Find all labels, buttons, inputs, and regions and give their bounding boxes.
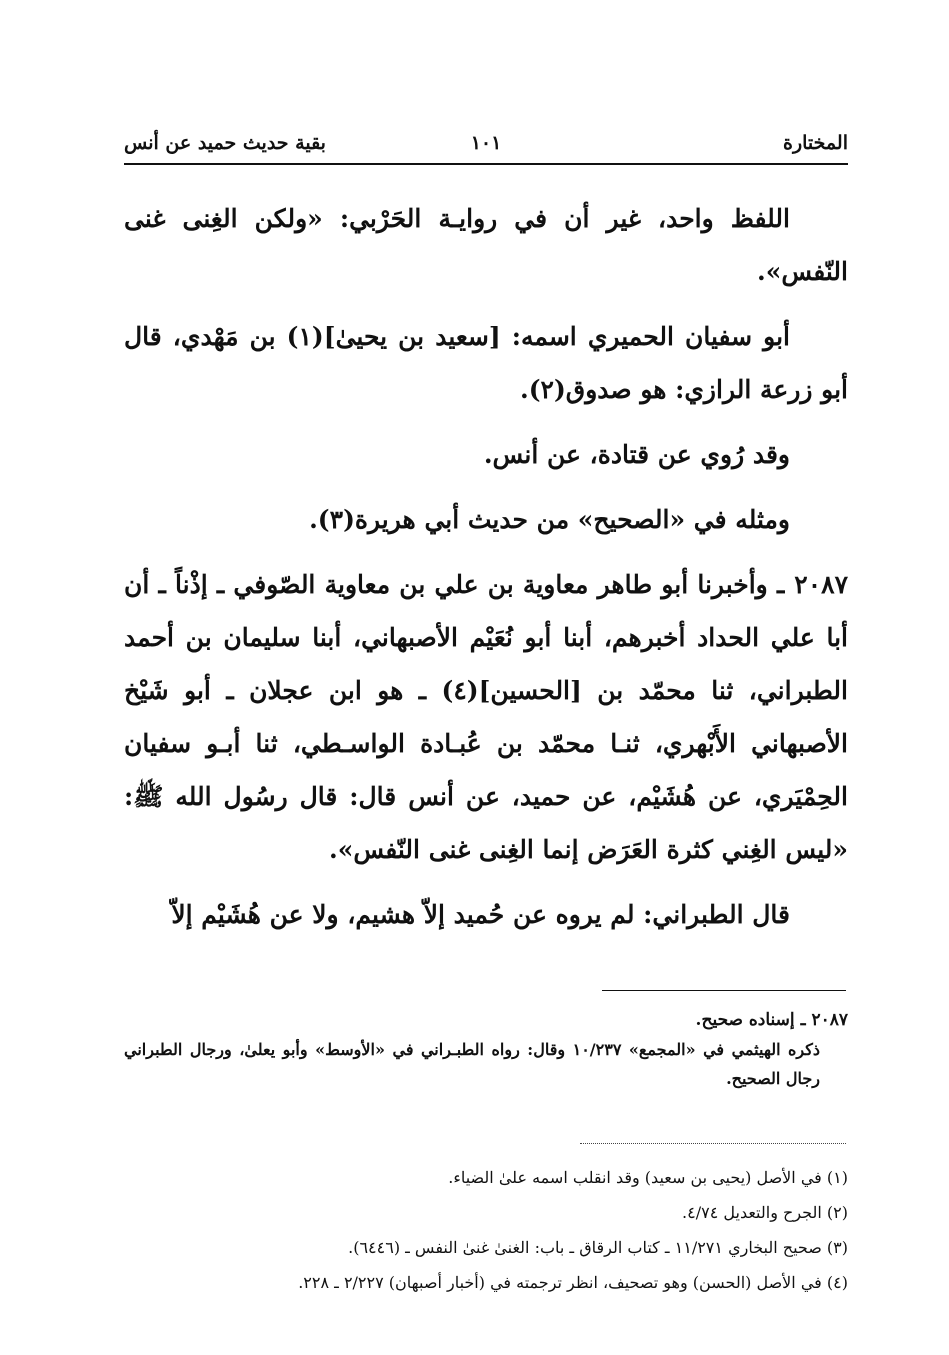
footnotes	[124, 1160, 848, 1300]
paragraph: وقد رُوي عن قتادة، عن أنس.	[483, 440, 790, 469]
paragraph: ومثله في «الصحيح» من حديث أبي هريرة(٣).	[309, 505, 790, 534]
paragraph: قال الطبراني: لم يروه عن حُميد إلاّ هشيم، ولا عن هُشَيْم إلاّ	[171, 900, 790, 929]
section-title: بقية حديث حميد عن أنس	[124, 132, 326, 154]
commentary-title: ٢٠٨٧ ـ إسناده صحيح.	[695, 1010, 848, 1030]
footnote: (٢) الجرح والتعديل ٤/٧٤.	[682, 1203, 848, 1222]
footnote: (٤) في الأصل (الحسن) وهو تصحيف، انظر ترجمته في (أخبار أصبهان) ٢/٢٢٧ ـ ٢٢٨.	[298, 1273, 848, 1292]
footnote: (٣) صحيح البخاري ١١/٢٧١ ـ كتاب الرقاق ـ باب: الغنىٰ غنىٰ النفس ـ (٦٤٤٦).	[348, 1238, 848, 1257]
commentary-text: ذكره الهيثمي في «المجمع» ١٠/٢٣٧ وقال: رواه الطبـراني في «الأوسط» وأبو يعلىٰ، ورجال الطبراني رجال الصحيح.	[124, 1040, 820, 1088]
hadith-paragraph	[124, 558, 848, 876]
commentary-divider	[602, 990, 846, 991]
hadith-text: ـ وأخبرنا أبو طاهر معاوية بن علي بن معاوية الصّوفي ـ إذْناً ـ أن أبا علي الحداد أخبرهم، أبنا أبو نُعَيْم الأصبهاني، أبنا سليمان بن أحمد الطبراني، ثنا محمّد بن [الحسين](٤) ـ هو ابن عجلان ـ أبو شَيْخ الأصبهاني الأَبْهري، ثنـا محمّد بن عُبـادة الواسـطي، ثنا أبـو سفيان الحِمْيَري، عن هُشَيْم، عن حميد، عن أنس قال: قال رسُول الله ﷺ: «ليس الغِني كثرة العَرَض إنما الغِنى غنى النّفس».	[124, 570, 848, 864]
main-text	[124, 192, 848, 953]
page-header	[124, 124, 848, 164]
header-divider	[124, 163, 848, 165]
commentary	[124, 1006, 848, 1093]
hadith-number: ٢٠٨٧	[794, 570, 848, 599]
paragraph: اللفظ واحد، غير أن في روايـة الحَرْبي: «ولكن الغِنى غنى النّفس».	[124, 204, 848, 286]
book-title: المختارة	[783, 132, 848, 154]
paragraph: أبو سفيان الحميري اسمه: [سعيد بن يحيىٰ](١) بن مَهْدي، قال أبو زرعة الرازي: هو صدوق(٢).	[124, 322, 848, 404]
page-number: ١٠١	[470, 132, 502, 154]
footnote: (١) في الأصل (يحيى بن سعيد) وقد انقلب اسمه علىٰ الضياء.	[448, 1168, 848, 1187]
footnotes-divider	[580, 1143, 846, 1144]
